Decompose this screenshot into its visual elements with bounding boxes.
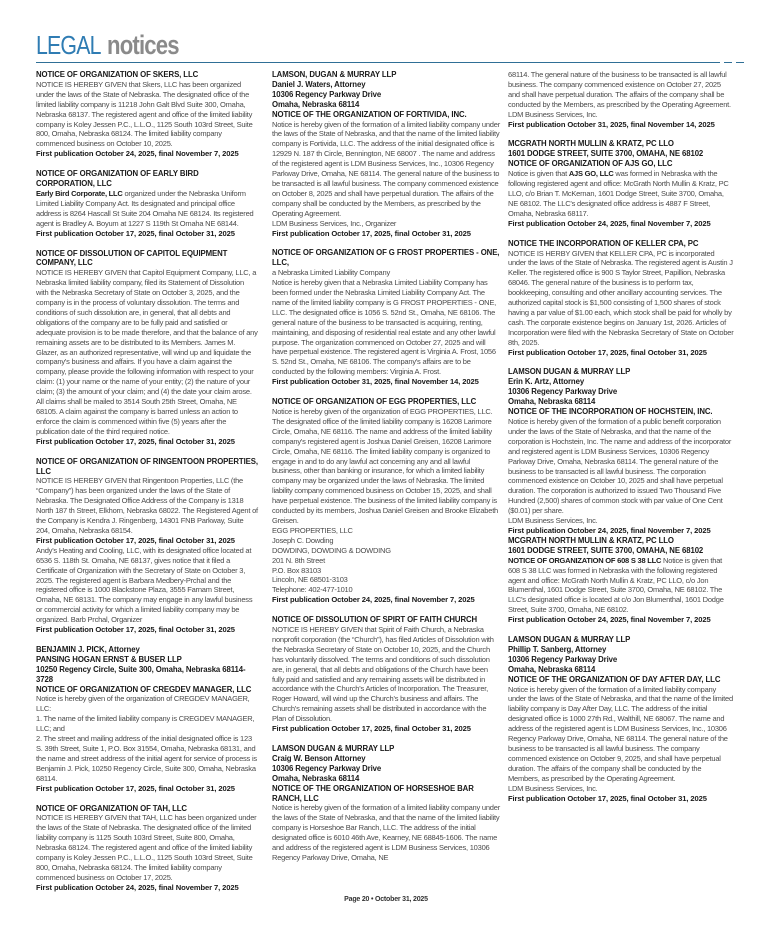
notice-body: [36, 546, 258, 625]
publication-dates: First publication October 24, 2025, final November 7, 2025: [36, 149, 239, 159]
notice-heading: 1601 DODGE STREET, SUITE 3700, OMAHA, NE 68102: [508, 149, 704, 159]
notice-body: [272, 120, 500, 219]
page-footer: Page 20 • October 31, 2025: [344, 896, 428, 903]
notice-body: [272, 556, 500, 566]
notice-heading: NOTICE THE INCORPORATION OF KELLER CPA, PC: [508, 238, 699, 248]
notice-heading: LAMSON, DUGAN & MURRAY LLP: [272, 70, 397, 79]
notice-body: [272, 407, 500, 526]
notice-entity-name: AJS GO, LLC: [568, 169, 614, 179]
notice-heading: 10306 Regency Parkway Drive: [272, 763, 382, 773]
notice-text: organized under the Nebraska Uniform Limited Liability Company Act. Its designated and principal office address is 8264 Hascall St Suite 204 Omaha NE 68124. Its registered agent is Bradley A. Boyum at 1227 S 119th St Omaha NE 68144.: [36, 188, 254, 228]
header-rule: [36, 62, 720, 63]
notice-heading: NOTICE OF THE ORGANIZATION OF HORSESHOE BAR RANCH, LLC: [272, 783, 474, 803]
notice-body: [508, 249, 734, 348]
notice-heading: BENJAMIN J. PICK, Attorney: [36, 644, 140, 654]
column-2: [272, 70, 500, 873]
notice-heading: 10306 Regency Parkway Drive: [508, 654, 618, 664]
publication-dates: First publication October 24, 2025, final November 7, 2025: [508, 525, 711, 535]
notice-text: NOTICE IS HEREBY GIVEN that Skers, LLC has been organized under the laws of the State of Nebraska. The designated office of the limited liability company is 11218 John Galt Blvd Suite 300, Omaha, Nebraska 68137. The registered agent and office of the limited liability company is Koley Jessen P.C., L.L.O., 1125 South 103rd Street, Suite 800, Omaha, Nebraska 68124. The limited liability company commenced business on October 10, 2025.: [36, 79, 253, 149]
notice-body: [36, 714, 258, 734]
notice-text: LDM Business Services, Inc.: [508, 516, 598, 526]
notice-text: was formed in Nebraska with the following registered agent and office: McGrath North Mullin & Kratz, PC LLO, c/o Brian T. McKernan, 1601 Dodge Street, Suite 3700, Omaha, NE 68102. The LLC's designated office address is 4887 F Street, Omaha, Nebraska 68117.: [508, 169, 729, 218]
notice-text: Notice is given that 608 S 38 LLC was formed in Nebraska with the following registered agent and office: McGrath North Mullin & Kratz, PC LLO, c/o Jon Blumenthal, 1601 Dodge Street, Suite 3700, Omaha, NE 68102. The LLC's designated office is located at c/o Jon Blumenthal, 1601 Dodge Street, Suite 3700, Omaha, NE 68102.: [508, 555, 724, 615]
notice-heading: NOTICE OF DISSOLUTION OF CAPITOL EQUIPMENT COMPANY, LLC: [36, 248, 228, 268]
legal-notice: [508, 536, 734, 625]
notice-heading: 10306 Regency Parkway Drive: [508, 387, 618, 397]
notice-heading: LAMSON DUGAN & MURRAY LLP: [508, 635, 631, 645]
section-title-legal: LEGAL: [36, 30, 101, 60]
notice-text: NOTICE IS HEREBY GIVEN that Capitol Equipment Company, LLC, a Nebraska limited liability company, filed its Statement of Dissolution with the Nebraska Secretary of State on October 3, 2025, and the company is in the process of voluntary dissolution. The terms and conditions of such dissolution are, in general, that all debts and obligations of the company are to be fully paid and satisfied or adequate provision is to be made therefore, and that the balance of any remaining assets are to be distributed to its Members. James M. Glazer, as an authorized representative, will wind up and liquidate the company's business and affairs. If you have a claim against the company, please provide the following information with respect to your claim: (1) your name or the name of your entity; (2) the nature of your claim; (3) the amount of your claim; and (4) the date your claim arose. All claims shall be mailed to 3514 South 25th Street, Omaha, NE 68105. A claim against the company is barred unless an action to enforce the claim is commenced within five (5) years after the publication date of the third required notice.: [36, 268, 258, 436]
notice-heading: 10306 Regency Parkway Drive: [272, 89, 382, 99]
notice-heading: LAMSON DUGAN & MURRAY LLP: [272, 744, 395, 753]
notice-heading: NOTICE OF THE INCORPORATION OF HOCHSTEIN, INC.: [508, 407, 713, 417]
notice-heading: Omaha, Nebraska 68114: [272, 99, 360, 109]
notice-text: Lincoln, NE 68501-3103: [272, 575, 348, 585]
notice-heading: Omaha, Nebraska 68114: [508, 397, 596, 407]
notice-heading: NOTICE OF ORGANIZATION OF CREGDEV MANAGER, LLC: [36, 684, 252, 694]
notice-heading: Omaha, Nebraska 68114: [508, 664, 596, 674]
notice-heading: MCGRATH NORTH MULLIN & KRATZ, PC LLO: [508, 139, 674, 149]
publication-dates: First publication October 17, 2025, final October 31, 2025: [36, 436, 235, 446]
publication-dates: First publication October 24, 2025, final November 7, 2025: [36, 882, 239, 892]
legal-notice: [36, 645, 258, 794]
notice-text: 2. The street and mailing address of the initial designated office is 123 S. 39th Street, Suite 1, P.O. Box 31554, Omaha, Nebraska 68131, and the name and street address of the initial agent for service of process is Benjamin J. Pick, 10250 Regency Circle, Suite 300, Omaha, Nebraska 68114.: [36, 734, 257, 783]
notice-text: EGG PROPERTIES, LLC: [272, 525, 353, 535]
header-rule-dash: [736, 62, 744, 63]
notice-body: [36, 476, 258, 535]
publication-dates: First publication October 17, 2025, final October 31, 2025: [36, 228, 235, 238]
header-rule-dash: [724, 62, 732, 63]
legal-notice: [272, 70, 500, 238]
notice-heading: 10250 Regency Circle, Suite 300, Omaha, Nebraska 68114-3728: [36, 664, 246, 684]
notice-text: Notice is hereby given that a Nebraska Limited Liability Company has been formed under the Nebraska Limited Liability Company Act. The name of the limited liability company is G FROST PROPERTIES - ONE, LLC. The designated office is 1056 S. 52nd St., Omaha, NE 68106. The general nature of the business to be transacted is acquiring, renting, maintaining, and disposing of residential real estate and any other lawful purpose. The organization commenced on October 27, 2025 and will have perpetual existence. The registered agent is Virginia A. Frost, 1056 S. 52nd St., Omaha, NE 68106. The company's affairs are to be conducted by the following members: Virginia A. Frost.: [272, 278, 497, 377]
notice-text: Telephone: 402-477-1010: [272, 585, 353, 595]
legal-notice: [36, 457, 258, 635]
legal-notice: [36, 804, 258, 893]
publication-dates: First publication October 24, 2025, final November 7, 2025: [508, 218, 711, 228]
notice-body: [508, 516, 734, 526]
notice-heading: NOTICE OF ORGANIZATION OF SKERS, LLC: [36, 70, 199, 79]
notice-heading: NOTICE OF ORGANIZATION OF EARLY BIRD CORPORATION, LLC: [36, 169, 199, 189]
notice-text: Notice is given that: [508, 169, 569, 179]
notice-heading: NOTICE OF ORGANIZATION OF EGG PROPERTIES, LLC: [272, 397, 477, 407]
notice-heading: Erin K. Artz, Attorney: [508, 377, 585, 387]
notice-body: [508, 685, 734, 784]
legal-notice: [272, 744, 500, 863]
notice-body: [272, 803, 500, 862]
notice-body: [508, 110, 734, 120]
legal-notice: [36, 249, 258, 447]
notice-heading: Omaha, Nebraska 68114: [272, 773, 360, 783]
notice-text: Notice is hereby given of the formation of a public benefit corporation under the laws of the State of Nebraska, and that the name of the corporation is Hochstein, Inc. The name and address of the incorporator and registered agent is LDM Business Services, 10306 Regency Parkway Drive, Omaha, Nebraska 68114. The general nature of the business to be transacted is all lawful business. The corporation commenced existence on October 10, 2025 and shall have perpetual duration. The corporation is authorized to issued Two Thousand Five Hundred (2,500) shares of common stock with par value of One Cent ($0.01) per share.: [508, 417, 732, 516]
notice-text: DOWDING, DOWDING & DOWDING: [272, 545, 391, 555]
legal-notice: [508, 367, 734, 535]
notice-text: NOTICE IS HERBY GIVEN that KELLER CPA, PC is incorporated under the laws of the State of Nebraska. The registered agent is Austin J Keller. The registered office is 900 S Taylor Street, Papillion, Nebraska 68046. The general nature of the business is to perform tax, bookkeeping, consulting and other ancillary accounting services. The authorized capital stock is $1,500 consisting of 1,500 shares of stock having a par value of $1.00 each, which stock shall be paid for wholly by cash. The corporate existence begins on January 1st, 2026. Articles of Incorporation were filed with the Nebraska Secretary of State on October 8th, 2025.: [508, 248, 734, 347]
legal-notice: [36, 70, 258, 159]
notice-heading: PANSING HOGAN ERNST & BUSER LLP: [36, 654, 182, 664]
notice-text: 1. The name of the limited liability company is CREGDEV MANAGER, LLC; and: [36, 714, 255, 734]
publication-dates: First publication October 17, 2025, final October 31, 2025: [272, 724, 471, 734]
legal-notice: [272, 248, 500, 387]
notice-text: LDM Business Services, Inc., Organizer: [272, 218, 397, 228]
notice-body: [272, 526, 500, 536]
notice-text: Notice is hereby given of the organization of CREGDEV MANAGER, LLC:: [36, 694, 250, 714]
notice-heading: NOTICE OF THE ORGANIZATION OF FORTIVIDA, INC.: [272, 109, 467, 119]
section-title-notices: notices: [107, 30, 180, 60]
legal-notice: [508, 239, 734, 358]
notice-text: 201 N. 8th Street: [272, 555, 325, 565]
notice-text: Notice is hereby given of the organization of EGG PROPERTIES, LLC. The designated office of the limited liability company is 16208 Larimore Circle, Omaha, NE 68116. The name and address of the limited liability company's registered agent is Joshua Daniel Greisen, 16208 Larimore Circle, Omaha, NE 68116. The limited liability company is organized to engage in and to do any lawful act concerning any and all lawful business, other than banking or insurance, for which a limited liability company may be organized under the laws of Nebraska. The limited liability company commenced business on October 15, 2025, and shall have perpetual existence. The business of the limited liability company is conducted by its members, Joshua Daniel Greisen and Brooke Elizabeth Greisen.: [272, 407, 499, 525]
notice-text: NOTICE IS HEREBY GIVEN that TAH, LLC has been organized under the laws of the State of Nebraska. The designated office of the limited liability company is 1125 South 103rd Street, Suite 800, Omaha, Nebraska 68124. The registered agent and office of the limited liability company is Koley Jessen P.C., L.L.O., 1125 South 103rd Street, Suite 800, Omaha, Nebraska 68124. The limited liability company commenced business on October 17, 2025.: [36, 813, 257, 882]
section-title: [36, 30, 195, 60]
notice-body: [36, 189, 258, 229]
notice-text: 68114. The general nature of the business to be transacted is all lawful business. The company commenced existence on October 27, 2025 and shall have perpetual duration. The affairs of the company shall be conducted by the Members, as prescribed by the Operating Agreement.: [508, 70, 731, 109]
publication-dates: First publication October 17, 2025, final October 31, 2025: [508, 347, 707, 357]
notice-heading: MCGRATH NORTH MULLIN & KRATZ, PC LLO: [508, 535, 674, 545]
publication-dates: First publication October 17, 2025, final October 31, 2025: [36, 535, 235, 545]
publication-dates: First publication October 17, 2025, final October 31, 2025: [508, 793, 707, 803]
notice-entity-name: Early Bird Corporate, LLC: [36, 188, 123, 198]
notice-heading: NOTICE OF THE ORGANIZATION OF DAY AFTER DAY, LLC: [508, 674, 721, 684]
column-1: [36, 70, 258, 903]
publication-dates: First publication October 17, 2025, final October 31, 2025: [36, 783, 235, 793]
notice-body: [272, 278, 500, 377]
notice-body: [272, 219, 500, 229]
notice-heading: Phillip T. Sanberg, Attorney: [508, 644, 607, 654]
publication-dates: First publication October 24, 2025, final November 7, 2025: [508, 615, 711, 625]
notice-body: [272, 585, 500, 595]
notice-text: LDM Business Services, Inc.: [508, 783, 598, 793]
notice-heading: NOTICE OF DISSOLUTION OF SPIRT OF FAITH CHURCH: [272, 615, 478, 625]
notice-heading: NOTICE OF ORGANIZATION OF G FROST PROPERTIES - ONE, LLC,: [272, 248, 500, 268]
legal-notice: [36, 169, 258, 238]
publication-dates: First publication October 31, 2025, final November 14, 2025: [508, 119, 715, 129]
notice-text: P.O. Box 83103: [272, 565, 321, 575]
notice-heading: NOTICE OF ORGANIZATION OF AJS GO, LLC: [508, 159, 673, 169]
notice-heading: Craig W. Benson Attorney: [272, 753, 366, 763]
legal-notice: [508, 635, 734, 803]
notice-body: [508, 70, 734, 110]
notice-text: a Nebraska Limited Liability Company: [272, 268, 390, 278]
notice-body: [272, 268, 500, 278]
notice-body: [36, 734, 258, 784]
publication-dates: First publication October 31, 2025, final November 14, 2025: [272, 377, 479, 387]
legal-notice: [272, 397, 500, 605]
notice-body: [272, 575, 500, 585]
column-3: [508, 70, 734, 813]
notice-heading: NOTICE OF ORGANIZATION OF TAH, LLC: [36, 803, 187, 813]
notice-body: [508, 784, 734, 794]
notice-heading: Daniel J. Waters, Attorney: [272, 79, 366, 89]
notice-body: [272, 625, 500, 724]
notice-text: Notice is hereby given of the formation of a limited liability company under the laws of the State of Nebraska, and that the name of the limited liability company is Fortivida, LLC. The address of the initial designated office is 12929 N. 187 th Circle, Bennington, NE 68007 . The name and address of the registered agent is LDM Business Services, Inc., 10306 Regency Parkway Drive, Omaha, NE 68114. The general nature of the business to be transacted is all lawful business. The company commenced existence on October 8, 2025 and shall have perpetual duration. The affairs of the company shall be conducted by the Members, as prescribed by the Operating Agreement.: [272, 119, 500, 218]
notice-body: [508, 169, 734, 219]
legal-notice: [272, 615, 500, 734]
notice-body: [36, 694, 258, 714]
notice-body: [272, 536, 500, 546]
notice-body: [36, 80, 258, 149]
notice-body: [508, 417, 734, 516]
notice-body: [272, 566, 500, 576]
notice-heading: LAMSON DUGAN & MURRAY LLP: [508, 367, 631, 377]
notice-text: LDM Business Services, Inc.: [508, 109, 598, 119]
notice-text: Andy's Heating and Cooling, LLC, with its designated office located at 6536 S. 118th St. Omaha, NE 68137, gives notice that it filed a Certificate of Organization with the Secretary of State on October 3, 2025. The registered agent is Barbara Medbery-Prchal and the registered office is 1000 Blackstone Plaza, 3555 Farnam Street, Omaha, NE 68131. The company may engage in any lawful business or commercial activity for which a limited liability company may be organized. Barb Prchal, Organizer: [36, 545, 253, 625]
notice-body: [36, 813, 258, 882]
publication-dates: First publication October 24, 2025, final November 7, 2025: [272, 595, 475, 605]
legal-notice: [508, 139, 734, 228]
notice-body: [272, 546, 500, 556]
publication-dates: First publication October 17, 2025, final October 31, 2025: [36, 625, 235, 635]
publication-dates: First publication October 17, 2025, final October 31, 2025: [272, 228, 471, 238]
notice-body: [508, 556, 734, 615]
notice-text: NOTICE IS HEREBY GIVEN that Spirit of Faith Church, a Nebraska nonprofit corporation (the “Church”), has filed Articles of Dissolution with the Nebraska Secretary of State on October 10, 2025, and the Church has voluntarily dissolved. The terms and conditions of such dissolution are, in general, that all debts and obligations of the Church have been fully paid and satisfied and any remaining assets will be distributed in accordance with the Church's Articles of Incorporation. The Treasurer, Roger Howard, will wind up the Church's business and affairs. The Church's remaining assets shall be distributed in accordance with the Plan of Dissolution.: [272, 625, 494, 724]
legal-notice: [508, 70, 734, 129]
notice-text: Notice is hereby given of the formation of a limited liability company under the laws of the State of Nebraska, and that the name of the limited liability company is Horseshoe Bar Ranch, LLC. The address of the initial designated office is 6010 46th Ave, Kearney, NE 68845-1606. The name and address of the registered agent is LDM Business Services, 10306 Regency Parkway Drive, Omaha, NE: [272, 803, 500, 862]
notice-heading: 1601 DODGE STREET, SUITE 3700, OMAHA, NE 68102: [508, 545, 704, 555]
notice-text: NOTICE IS HEREBY GIVEN that Ringentoon Properties, LLC (the “Company”) has been organized under the laws of the State of Nebraska. The Designated Office Address of the Company is 1318 North 187 th Street, Elkhorn, Nebraska 68022. The Registered Agent of the Company is Kendra J. Ringenberg, 14301 FNB Parkway, Suite 204, Omaha, Nebraska 68154.: [36, 476, 258, 535]
notice-body: [36, 268, 258, 436]
notice-text: Joseph C. Dowding: [272, 535, 334, 545]
notice-text: Notice is hereby given of the formation of a limited liability company under the laws of the State of Nebraska, and that the name of the limited liability company is Day After Day, LLC. The address of the initial designated office is 1000 27th Rd., Walthill, NE 68067. The name and address of the registered agent is LDM Business Services, Inc., 10306 Regency Parkway Drive, Omaha, NE 68114. The general nature of the business to be transacted is all lawful business. The company commenced existence on October 9, 2025, and shall have perpetual duration. The affairs of the company shall be conducted by the Members, as prescribed by the Operating Agreement.: [508, 684, 733, 783]
notice-heading: NOTICE OF ORGANIZATION OF RINGENTOON PROPERTIES, LLC: [36, 456, 258, 476]
notice-entity-name: NOTICE OF ORGANIZATION OF 608 S 38 LLC: [508, 555, 662, 565]
